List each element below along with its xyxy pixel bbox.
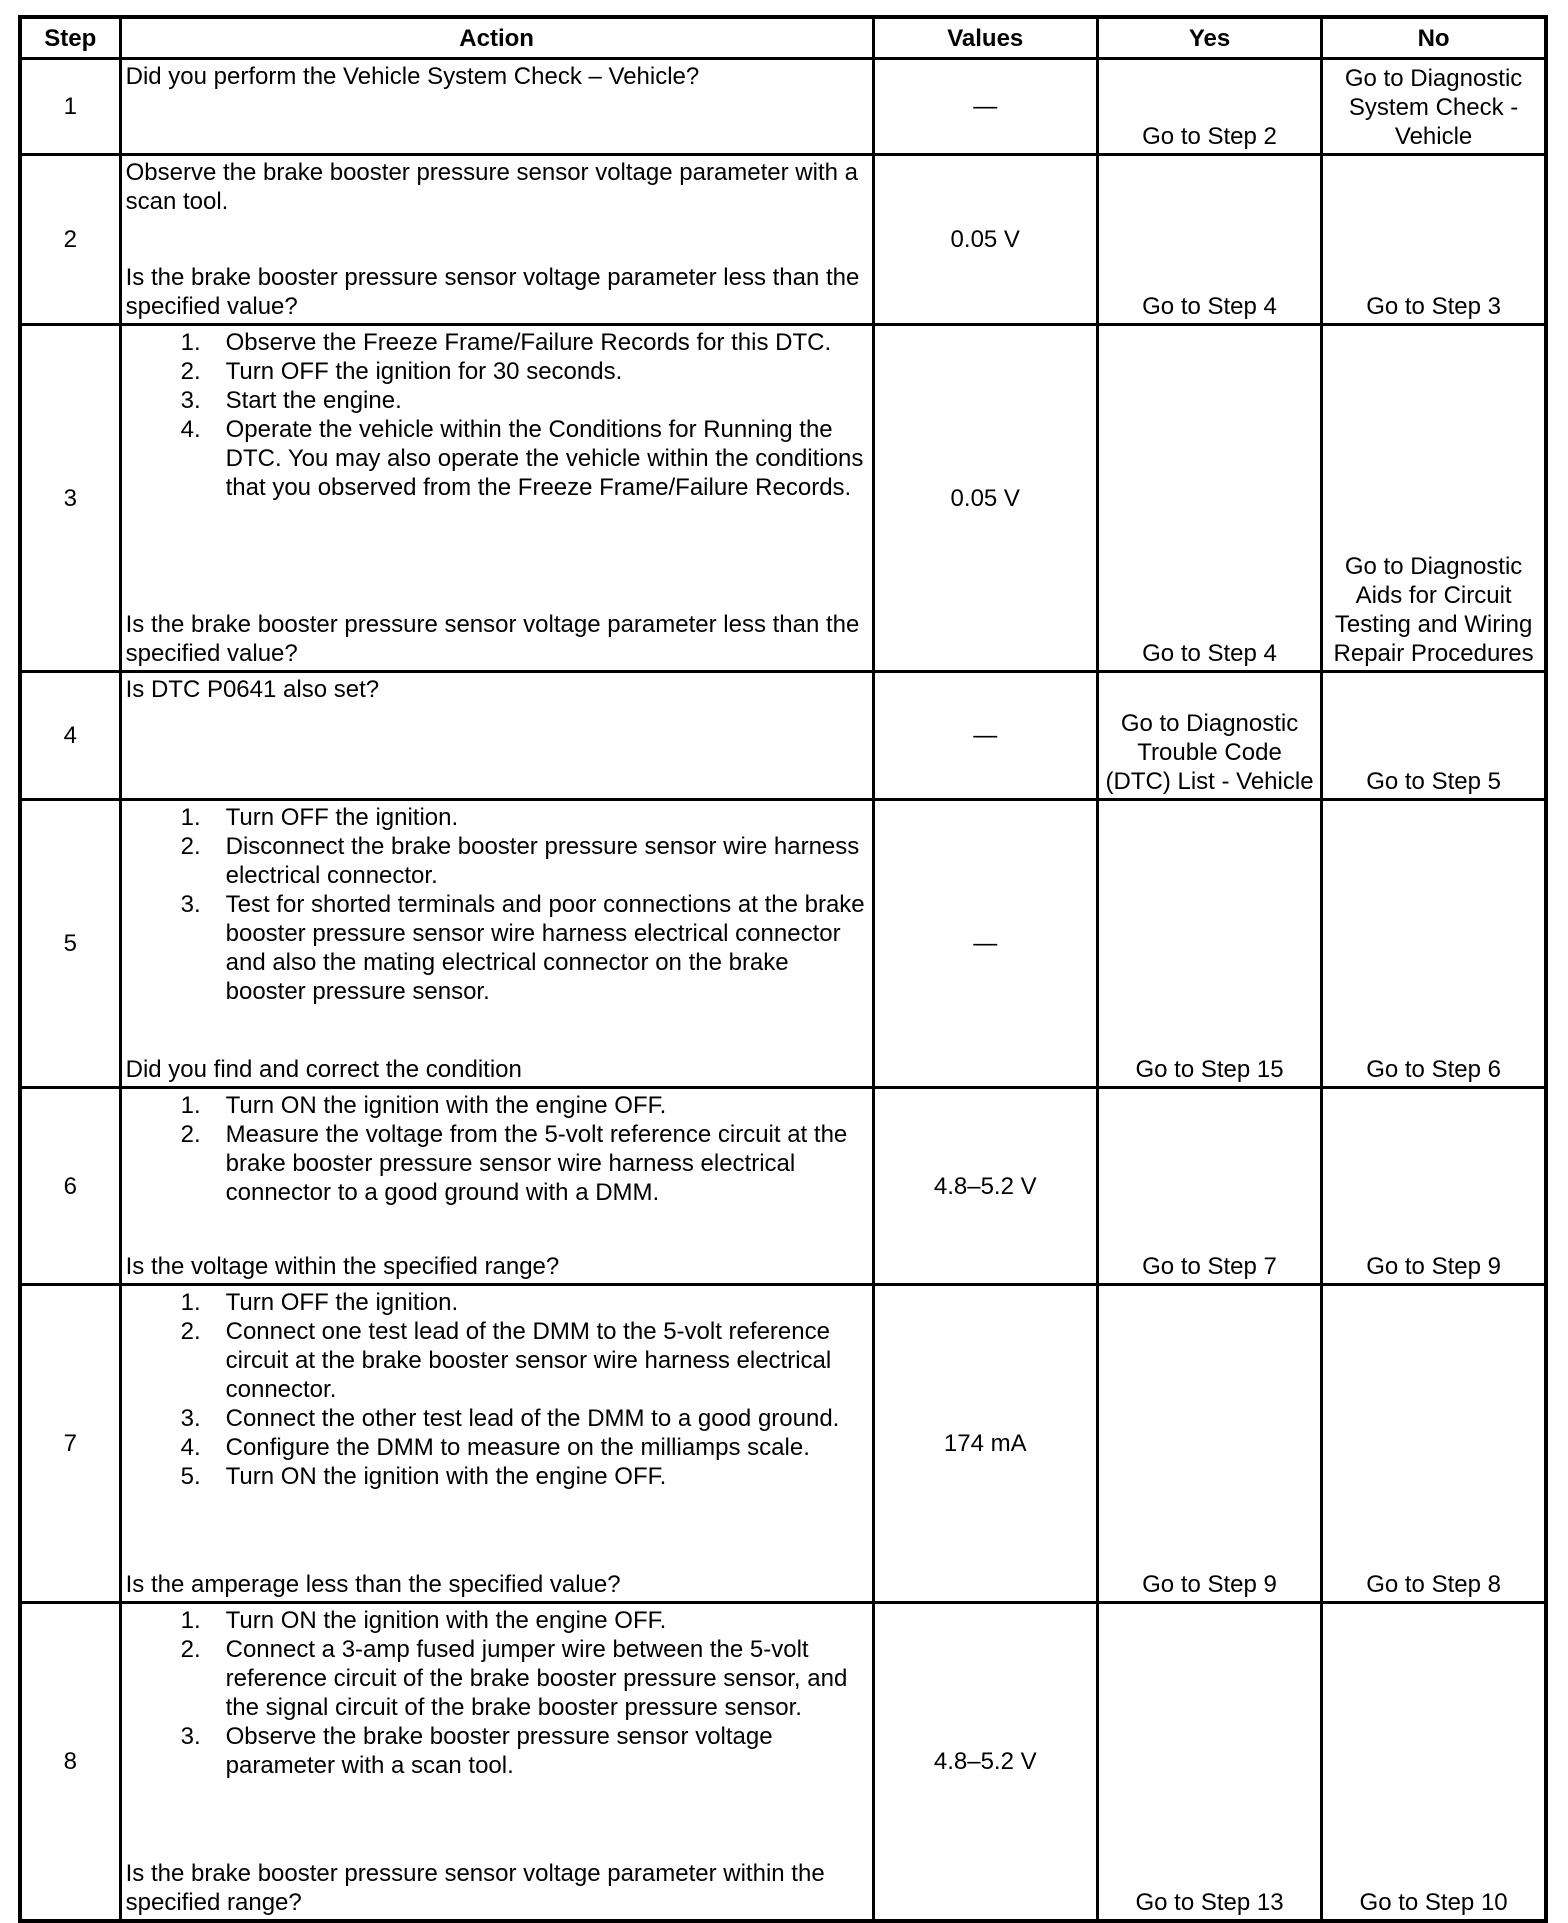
list-item-text: Turn ON the ignition with the engine OFF.: [225, 1463, 667, 1490]
action-question: Is the brake booster pressure sensor voltage parameter less than the specified value?: [125, 611, 860, 667]
header-action: Action: [120, 17, 873, 59]
action-intro: Is DTC P0641 also set?: [125, 676, 380, 703]
header-row: [20, 17, 1546, 59]
action-question: Is the brake booster pressure sensor voltage parameter within the specified range?: [125, 1860, 825, 1916]
action-content: [126, 158, 868, 321]
table-row: [20, 59, 1546, 155]
no-cell: Go to Step 3: [1322, 155, 1546, 325]
yes-cell: Go to Step 7: [1097, 1088, 1321, 1285]
action-step-list: [126, 1606, 868, 1780]
header-step: Step: [20, 17, 120, 59]
table-row: [20, 1088, 1546, 1285]
list-item-number: 1.: [180, 1289, 201, 1316]
step-number: 3: [20, 325, 120, 672]
list-item-text: Turn ON the ignition with the engine OFF.: [225, 1607, 667, 1634]
yes-cell: Go to Step 9: [1097, 1285, 1321, 1603]
action-question: Is the brake booster pressure sensor voltage parameter less than the specified value?: [125, 264, 860, 320]
values-cell: —: [873, 800, 1097, 1088]
diagnostic-table: [18, 15, 1548, 1923]
action-content: [126, 1288, 868, 1599]
values-cell: —: [873, 672, 1097, 800]
action-question: Is the voltage within the specified range?: [125, 1253, 560, 1280]
step-number: 2: [20, 155, 120, 325]
list-item: [126, 1288, 868, 1317]
yes-cell: Go to Step 13: [1097, 1603, 1321, 1922]
action-top: [126, 62, 868, 91]
action-cell: [120, 800, 873, 1088]
list-item-text: Start the engine.: [225, 387, 402, 414]
list-item: [126, 803, 868, 832]
list-item: [126, 357, 868, 386]
table-row: [20, 800, 1546, 1088]
list-item-number: 1.: [180, 804, 201, 831]
table-row: [20, 325, 1546, 672]
list-item-number: 3.: [180, 1723, 201, 1750]
yes-cell: Go to Diagnostic Trouble Code (DTC) List - Vehicle: [1097, 672, 1321, 800]
action-cell: [120, 1088, 873, 1285]
list-item-number: 2.: [180, 358, 201, 385]
action-content: [126, 675, 868, 796]
action-content: [126, 328, 868, 668]
header-no: No: [1322, 17, 1546, 59]
action-content: [126, 1091, 868, 1281]
action-step-list: [126, 1091, 868, 1207]
no-cell: Go to Diagnostic System Check - Vehicle: [1322, 59, 1546, 155]
list-item: [126, 1433, 868, 1462]
list-item-text: Measure the voltage from the 5-volt reference circuit at the brake booster pressure sensor wire harness electrical connector to a good ground with a DMM.: [225, 1121, 848, 1206]
values-cell: 4.8–5.2 V: [873, 1603, 1097, 1922]
list-item-number: 3.: [180, 1405, 201, 1432]
list-item: [126, 1462, 868, 1491]
action-intro: Did you perform the Vehicle System Check – Vehicle?: [125, 63, 700, 90]
action-top: [126, 1288, 868, 1491]
list-item: [126, 890, 868, 1006]
list-item-number: 2.: [180, 1318, 201, 1345]
list-item-text: Connect a 3-amp fused jumper wire between the 5-volt reference circuit of the brake booster pressure sensor, and the signal circuit of the brake booster pressure sensor.: [225, 1636, 848, 1721]
list-item-number: 3.: [180, 387, 201, 414]
action-cell: [120, 1285, 873, 1603]
list-item-number: 4.: [180, 416, 201, 443]
yes-cell: Go to Step 15: [1097, 800, 1321, 1088]
action-content: [126, 62, 868, 151]
action-top: [126, 158, 868, 216]
table-row: [20, 155, 1546, 325]
no-cell: Go to Step 8: [1322, 1285, 1546, 1603]
list-item-number: 4.: [180, 1434, 201, 1461]
list-item-text: Operate the vehicle within the Conditions for Running the DTC. You may also operate the vehicle within the conditions that you observed from the Freeze Frame/Failure Records.: [225, 416, 864, 501]
action-intro: Observe the brake booster pressure sensor voltage parameter with a scan tool.: [125, 159, 858, 215]
list-item-text: Test for shorted terminals and poor connections at the brake booster pressure sensor wire harness electrical connector and also the mating electrical connector on the brake booster pressure sensor.: [225, 891, 865, 1005]
list-item: [126, 1091, 868, 1120]
list-item-number: 1.: [180, 1607, 201, 1634]
list-item-text: Turn OFF the ignition.: [225, 804, 459, 831]
no-cell: Go to Step 6: [1322, 800, 1546, 1088]
step-number: 5: [20, 800, 120, 1088]
yes-cell: Go to Step 4: [1097, 325, 1321, 672]
list-item-text: Observe the Freeze Frame/Failure Records for this DTC.: [225, 329, 832, 356]
list-item-number: 2.: [180, 1636, 201, 1663]
list-item-text: Turn OFF the ignition.: [225, 1289, 459, 1316]
action-cell: [120, 1603, 873, 1922]
list-item: [126, 386, 868, 415]
action-cell: [120, 59, 873, 155]
list-item: [126, 832, 868, 890]
list-item-number: 3.: [180, 891, 201, 918]
list-item: [126, 415, 868, 502]
step-number: 7: [20, 1285, 120, 1603]
list-item-number: 1.: [180, 329, 201, 356]
list-item: [126, 1606, 868, 1635]
values-cell: 174 mA: [873, 1285, 1097, 1603]
list-item: [126, 328, 868, 357]
yes-cell: Go to Step 4: [1097, 155, 1321, 325]
step-number: 8: [20, 1603, 120, 1922]
no-cell: Go to Step 9: [1322, 1088, 1546, 1285]
step-number: 1: [20, 59, 120, 155]
step-number: 4: [20, 672, 120, 800]
table-row: [20, 1603, 1546, 1922]
list-item-text: Configure the DMM to measure on the milliamps scale.: [225, 1434, 810, 1461]
header-yes: Yes: [1097, 17, 1321, 59]
action-top: [126, 328, 868, 502]
no-cell: Go to Step 5: [1322, 672, 1546, 800]
values-cell: 4.8–5.2 V: [873, 1088, 1097, 1285]
action-step-list: [126, 1288, 868, 1491]
values-cell: 0.05 V: [873, 325, 1097, 672]
list-item: [126, 1722, 868, 1780]
action-top: [126, 803, 868, 1006]
no-cell: Go to Step 10: [1322, 1603, 1546, 1922]
action-question: Is the amperage less than the specified value?: [125, 1571, 621, 1598]
action-cell: [120, 325, 873, 672]
action-top: [126, 675, 868, 704]
header-values: Values: [873, 17, 1097, 59]
list-item-text: Observe the brake booster pressure sensor voltage parameter with a scan tool.: [225, 1723, 773, 1779]
action-content: [126, 803, 868, 1084]
action-step-list: [126, 803, 868, 1006]
values-cell: —: [873, 59, 1097, 155]
table-row: [20, 672, 1546, 800]
list-item-number: 5.: [180, 1463, 201, 1490]
list-item-text: Turn ON the ignition with the engine OFF.: [225, 1092, 667, 1119]
step-number: 6: [20, 1088, 120, 1285]
list-item-number: 1.: [180, 1092, 201, 1119]
action-cell: [120, 672, 873, 800]
list-item-number: 2.: [180, 833, 201, 860]
action-step-list: [126, 328, 868, 502]
list-item: [126, 1635, 868, 1722]
action-cell: [120, 155, 873, 325]
action-top: [126, 1091, 868, 1207]
table-row: [20, 1285, 1546, 1603]
action-question: Did you find and correct the condition: [125, 1056, 522, 1083]
values-cell: 0.05 V: [873, 155, 1097, 325]
table-body: [20, 59, 1546, 1922]
list-item: [126, 1404, 868, 1433]
list-item-text: Connect the other test lead of the DMM to a good ground.: [225, 1405, 840, 1432]
action-content: [126, 1606, 868, 1917]
list-item-text: Turn OFF the ignition for 30 seconds.: [225, 358, 623, 385]
list-item-text: Connect one test lead of the DMM to the 5-volt reference circuit at the brake booster sensor wire harness electrical connector.: [225, 1318, 832, 1403]
action-top: [126, 1606, 868, 1780]
list-item: [126, 1120, 868, 1207]
list-item-text: Disconnect the brake booster pressure sensor wire harness electrical connector.: [225, 833, 860, 889]
list-item-number: 2.: [180, 1121, 201, 1148]
yes-cell: Go to Step 2: [1097, 59, 1321, 155]
list-item: [126, 1317, 868, 1404]
no-cell: Go to Diagnostic Aids for Circuit Testing and Wiring Repair Procedures: [1322, 325, 1546, 672]
